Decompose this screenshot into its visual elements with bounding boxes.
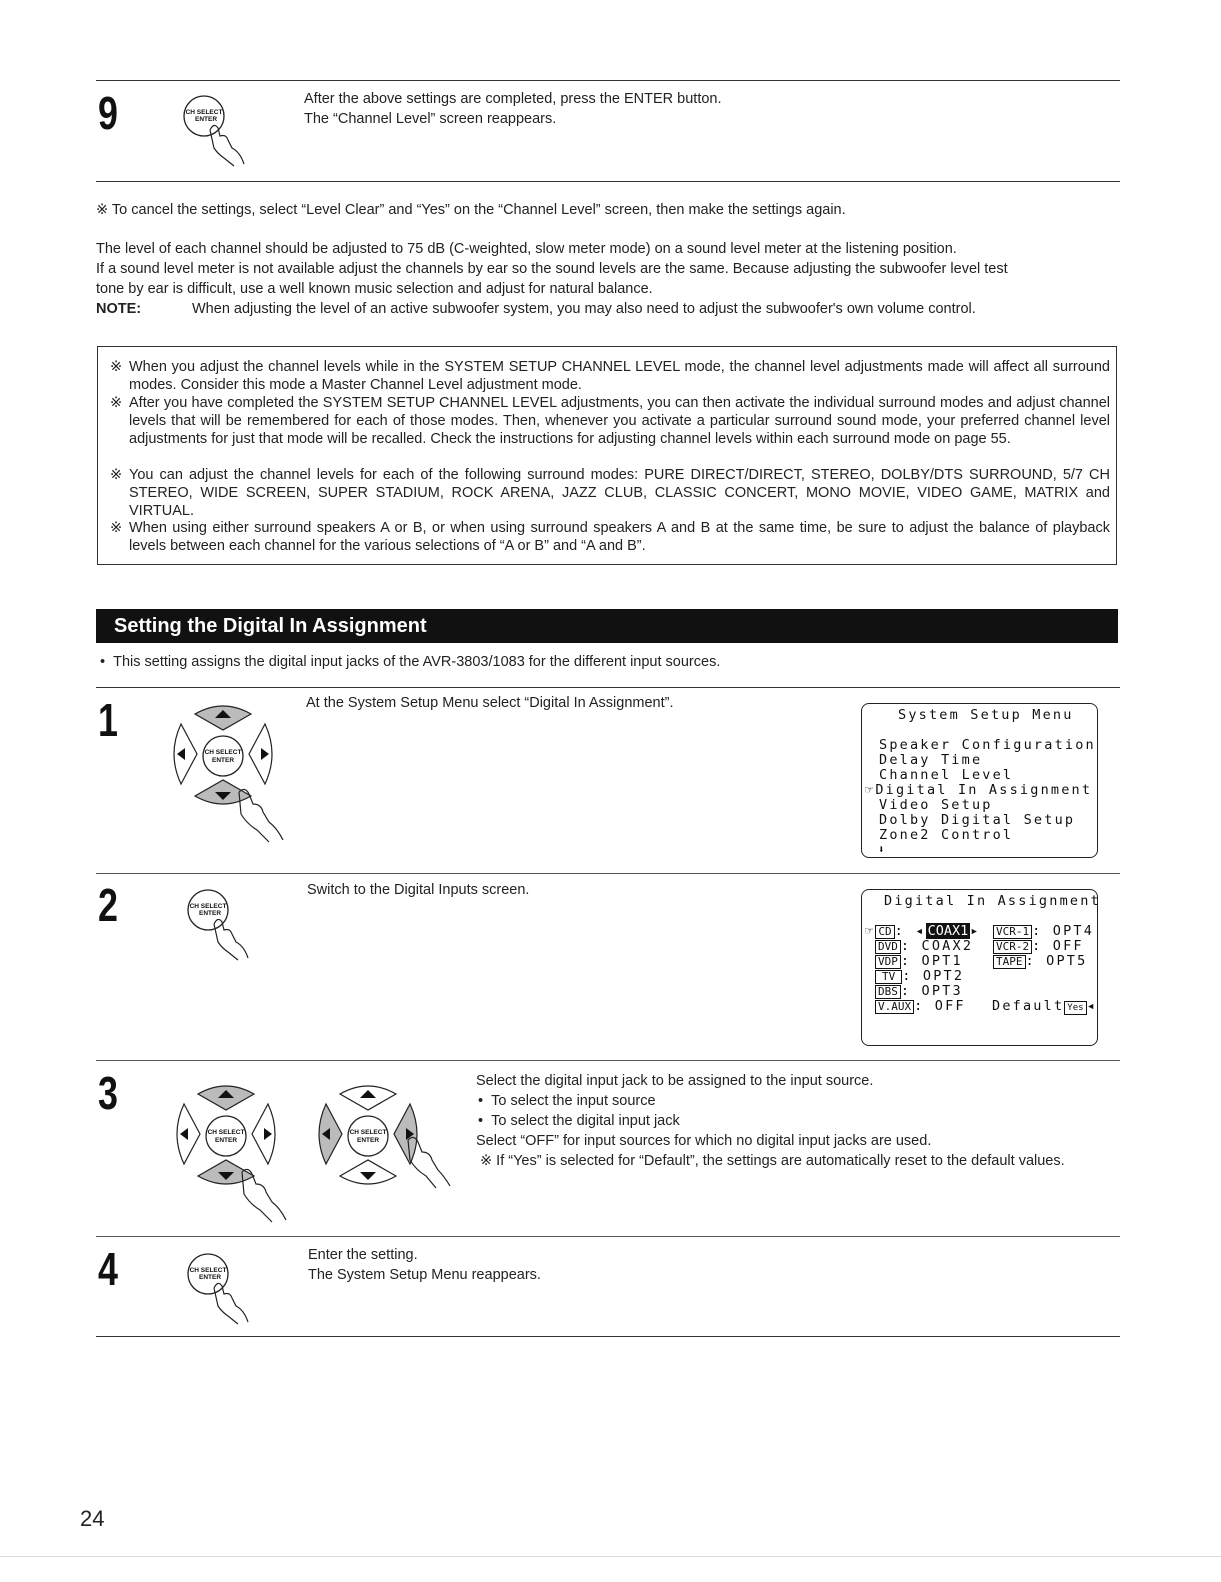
- osd-row-vdp: VDP : OPT1: [875, 954, 963, 969]
- osd-row-cd: ☞ CD : ◂ COAX1 ▸: [865, 923, 981, 939]
- section-title: Setting the Digital In Assignment: [114, 615, 427, 637]
- note-mark: ※: [110, 467, 123, 483]
- enter-button-press-icon: [184, 1250, 264, 1330]
- note-mark: ※: [110, 520, 123, 536]
- source-tag-cd: CD: [875, 925, 894, 939]
- osd-value-tape: OPT5: [1046, 953, 1088, 969]
- channel-level-notes-box: [97, 346, 1117, 565]
- osd-menu-item-delay-time: Delay Time: [879, 752, 983, 768]
- step-number-3: 3: [98, 1067, 118, 1119]
- osd-digital-in-assignment: [861, 889, 1101, 1046]
- step2-text: Switch to the Digital Inputs screen.: [307, 882, 530, 898]
- level-paragraph-line3: tone by ear is difficult, use a well known music selection and adjust for natural balance.: [96, 281, 653, 297]
- step3-bullet1-text: To select the input source: [491, 1093, 656, 1109]
- left-arrow-icon: ◂: [915, 923, 926, 939]
- step4-top-rule: [96, 1236, 1120, 1237]
- box-note-1: [110, 358, 1110, 394]
- step3-bullet2: [478, 1111, 680, 1131]
- source-tag-dvd: DVD: [875, 940, 901, 954]
- cursor-pad-left-right-icon: [310, 1080, 460, 1210]
- pointer-hand-icon: ☞: [865, 782, 876, 798]
- ch-select-label: CH SELECT: [189, 1267, 227, 1274]
- enter-label: ENTER: [211, 757, 235, 764]
- step-number-4: 4: [98, 1243, 118, 1295]
- osd-value-dvd: COAX2: [921, 938, 974, 954]
- bullet-dot-icon: •: [478, 1113, 492, 1129]
- level-paragraph-line2: If a sound level meter is not available adjust the channels by ear so the sound levels are the same. Because adjusting the subwoofer level test: [96, 261, 1008, 277]
- top-rule: [96, 80, 1120, 81]
- osd-menu-title: System Setup Menu: [898, 707, 1074, 723]
- right-arrow-icon: ▸: [970, 923, 981, 939]
- source-tag-tv: TV: [875, 970, 902, 984]
- scroll-down-arrow-icon: ⬇: [878, 843, 887, 856]
- ch-select-label: CH SELECT: [207, 1129, 245, 1136]
- source-tag-vdp: VDP: [875, 955, 901, 969]
- osd-row-vcr1: VCR-1 : OPT4: [993, 924, 1094, 939]
- step2-top-rule: [96, 873, 1120, 874]
- step1-top-rule: [96, 687, 1120, 688]
- step-number-2: 2: [98, 879, 118, 931]
- page-edge-line: [0, 1556, 1221, 1557]
- left-arrow-icon: ◂: [1086, 998, 1097, 1014]
- osd-value-vcr2: OFF: [1052, 938, 1084, 954]
- section-header-bar: [96, 609, 1118, 643]
- osd-value-vdp: OPT1: [921, 953, 963, 969]
- osd-default-value: Yes: [1064, 1001, 1086, 1015]
- step-number-1: 1: [98, 694, 118, 746]
- osd-row-tv: TV : OPT2: [875, 969, 964, 984]
- osd-menu-item-zone2-control: Zone2 Control: [879, 827, 1014, 843]
- step3-line1: Select the digital input jack to be assigned to the input source.: [476, 1073, 874, 1089]
- enter-label: ENTER: [198, 910, 222, 917]
- step3-bullet2-text: To select the digital input jack: [491, 1113, 680, 1129]
- box-note-2-text: After you have completed the SYSTEM SETUP CHANNEL LEVEL adjustments, you can then activate the individual surround modes and adjust channel levels that will be remembered for each of those modes. Then, whenever you activate a particular surround sound mode, your preferred channel level adjustments for just that mode will be recalled. Check the instructions for adjusting channel levels within each surround mode on page 55.: [129, 395, 1110, 448]
- source-tag-vaux: V.AUX: [875, 1000, 914, 1014]
- osd-digital-title: Digital In Assignment: [884, 893, 1101, 909]
- step3-note: ※ If “Yes” is selected for “Default”, the settings are automatically reset to the default values.: [480, 1153, 1065, 1169]
- bullet-dot-icon: •: [100, 654, 114, 670]
- osd-value-cd: COAX1: [927, 923, 969, 939]
- osd-row-tape: TAPE : OPT5: [993, 954, 1087, 969]
- note-mark: ※: [110, 395, 123, 411]
- osd-menu-item-channel-level: Channel Level: [879, 767, 1014, 783]
- box-note-2: [110, 394, 1110, 448]
- note-mark: ※: [110, 359, 123, 375]
- step1-text: At the System Setup Menu select “Digital In Assignment”.: [306, 695, 674, 711]
- osd-row-default: [992, 999, 1097, 1015]
- level-paragraph-line1: The level of each channel should be adjusted to 75 dB (C-weighted, slow meter mode) on a sound level meter at the listening position.: [96, 241, 957, 257]
- note-text: When adjusting the level of an active subwoofer system, you may also need to adjust the subwoofer's own volume control.: [192, 301, 976, 317]
- source-tag-vcr2: VCR-2: [993, 940, 1032, 954]
- step9-line1: After the above settings are completed, press the ENTER button.: [304, 91, 722, 107]
- osd-value-vcr1: OPT4: [1052, 923, 1095, 939]
- step4-line2: The System Setup Menu reappears.: [308, 1267, 541, 1283]
- source-tag-vcr1: VCR-1: [993, 925, 1032, 939]
- step9-line2: The “Channel Level” screen reappears.: [304, 111, 557, 127]
- osd-row-vcr2: VCR-2 : OFF: [993, 939, 1084, 954]
- box-note-1-text: When you adjust the channel levels while in the SYSTEM SETUP CHANNEL LEVEL mode, the channel level adjustments made will affect all surround modes. Consider this mode a Master Channel Level adjustment mode.: [129, 359, 1110, 394]
- enter-button-press-icon: [180, 92, 260, 172]
- enter-label: ENTER: [194, 116, 218, 123]
- step3-line2: Select “OFF” for input sources for which no digital input jacks are used.: [476, 1133, 932, 1149]
- pointer-hand-icon: ☞: [865, 923, 876, 939]
- page-number: 24: [80, 1506, 105, 1531]
- step3-bullet1: [478, 1091, 656, 1111]
- osd-value-dbs: OPT3: [921, 983, 963, 999]
- osd-menu-item-video-setup: Video Setup: [879, 797, 993, 813]
- box-note-4: [110, 519, 1110, 555]
- enter-label: ENTER: [214, 1137, 238, 1144]
- cancel-note: ※ To cancel the settings, select “Level Clear” and “Yes” on the “Channel Level” screen, then make the settings again.: [96, 202, 846, 218]
- cursor-pad-down-icon: [165, 700, 295, 850]
- step3-top-rule: [96, 1060, 1120, 1061]
- step9-bottom-rule: [96, 181, 1120, 182]
- enter-label: ENTER: [198, 1274, 222, 1281]
- osd-value-vaux: OFF: [934, 998, 966, 1014]
- osd-menu-item-dolby-digital-setup: Dolby Digital Setup: [879, 812, 1076, 828]
- box-note-4-text: When using either surround speakers A or B, or when using surround speakers A and B at the same time, be sure to adjust the balance of playback levels between each channel for the various selections of “A or B” and “A and B”.: [129, 520, 1110, 555]
- source-tag-dbs: DBS: [875, 985, 901, 999]
- box-note-3-text: You can adjust the channel levels for each of the following surround modes: PURE DIRECT/DIRECT, STEREO, DOLBY/DTS SURROUND, 5/7 CH STEREO, WIDE SCREEN, SUPER STADIUM, ROCK ARENA, JAZZ CLUB, CLASSIC CONCERT, MONO MOVIE, VIDEO GAME, MATRIX and VIRTUAL.: [129, 467, 1110, 520]
- osd-default-label: Default: [992, 998, 1065, 1014]
- ch-select-label: CH SELECT: [185, 109, 223, 116]
- osd-row-dvd: DVD : COAX2: [875, 939, 973, 954]
- cursor-pad-up-down-icon: [168, 1080, 298, 1230]
- ch-select-label: CH SELECT: [349, 1129, 387, 1136]
- enter-button-press-icon: [184, 886, 264, 966]
- section-intro-text: This setting assigns the digital input jacks of the AVR-3803/1083 for the different input sources.: [113, 654, 721, 670]
- osd-row-vaux: V.AUX : OFF: [875, 999, 966, 1014]
- bullet-dot-icon: •: [478, 1093, 492, 1109]
- osd-system-setup-menu: [861, 703, 1098, 858]
- osd-menu-item-speaker-configuration: Speaker Configuration: [879, 737, 1096, 753]
- step-number-9: 9: [98, 87, 118, 139]
- enter-label: ENTER: [356, 1137, 380, 1144]
- ch-select-label: CH SELECT: [189, 903, 227, 910]
- osd-menu-item-digital-in-assignment-label: Digital In Assignment: [875, 782, 1093, 798]
- osd-menu-item-digital-in-assignment: [865, 783, 1092, 798]
- step4-bottom-rule: [96, 1336, 1120, 1337]
- step4-line1: Enter the setting.: [308, 1247, 418, 1263]
- note-line: [96, 299, 1120, 319]
- section-intro: [100, 652, 720, 672]
- source-tag-tape: TAPE: [993, 955, 1026, 969]
- ch-select-label: CH SELECT: [204, 749, 242, 756]
- box-note-3: [110, 466, 1110, 520]
- osd-value-tv: OPT2: [922, 968, 965, 984]
- note-label: NOTE:: [96, 301, 142, 317]
- osd-row-dbs: DBS : OPT3: [875, 984, 963, 999]
